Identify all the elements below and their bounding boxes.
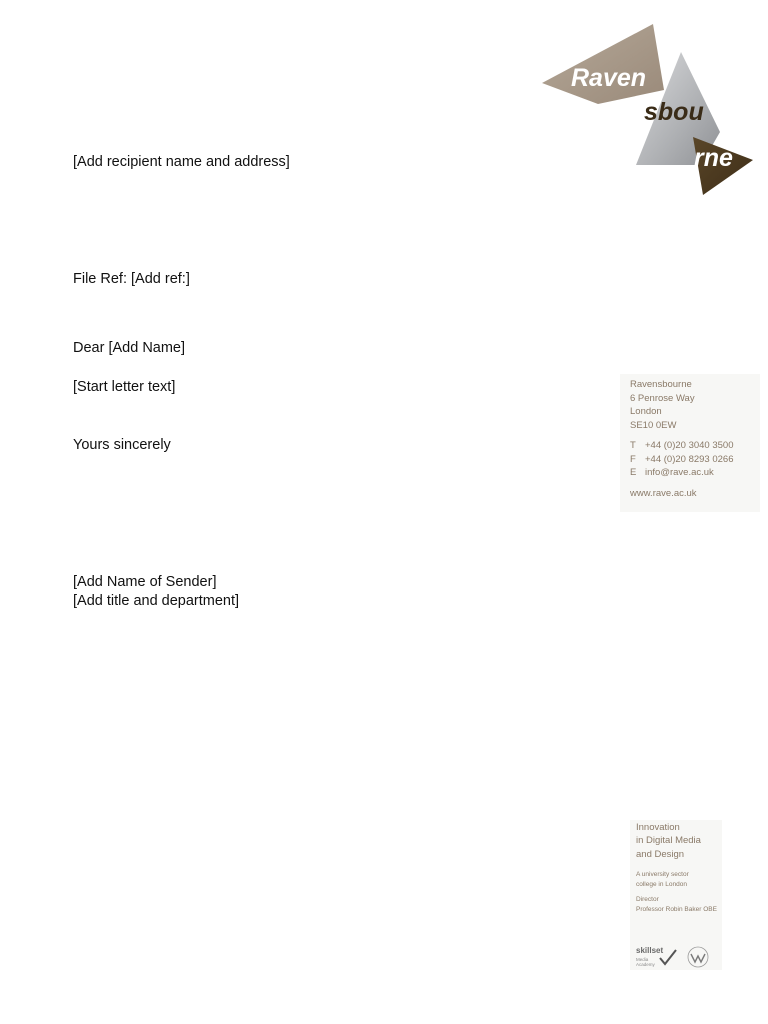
tagline-line-3: and Design — [636, 849, 685, 860]
contact-street: 6 Penrose Way — [630, 393, 695, 404]
director-name: Professor Robin Baker OBE — [636, 906, 717, 913]
sender-title: [Add title and department] — [73, 593, 240, 609]
salutation: Dear [Add Name] — [73, 340, 186, 356]
tagline-line-1: Innovation — [636, 822, 680, 833]
closing: Yours sincerely — [73, 437, 171, 453]
logo-text-2: sbou — [644, 98, 704, 126]
accreditation-logos — [636, 944, 720, 970]
telephone-value: +44 (0)20 3040 3500 — [645, 440, 734, 451]
fax-key: F — [630, 454, 636, 465]
recipient-address: [Add recipient name and address] — [73, 154, 290, 170]
email-value: info@rave.ac.uk — [645, 467, 714, 478]
tagline-line-2: in Digital Media — [636, 835, 701, 846]
description-line-2: college in London — [636, 881, 687, 888]
file-reference: File Ref: [Add ref:] — [73, 271, 190, 287]
logo-text-3: rne — [694, 144, 733, 172]
contact-org: Ravensbourne — [630, 379, 692, 390]
email-key: E — [630, 467, 637, 478]
contact-block — [620, 374, 760, 512]
sender-name: [Add Name of Sender] — [73, 574, 217, 590]
contact-website: www.rave.ac.uk — [630, 488, 697, 499]
letter-body: [Start letter text] — [73, 379, 176, 395]
skillset-logo-text: skillset — [636, 946, 664, 955]
contact-postcode: SE10 0EW — [630, 420, 677, 431]
seal-w-mark — [691, 954, 705, 962]
contact-telephone — [630, 439, 733, 453]
director-label: Director — [636, 896, 659, 903]
contact-city: London — [630, 406, 662, 417]
contact-email — [630, 466, 714, 480]
ravensbourne-logo — [538, 20, 758, 200]
fax-value: +44 (0)20 8293 0266 — [645, 454, 734, 465]
logo-text-1: Raven — [571, 64, 647, 92]
skillset-sub-1: Media — [636, 957, 649, 962]
skillset-sub-2: Academy — [636, 962, 655, 967]
contact-fax — [630, 453, 733, 467]
telephone-key: T — [630, 440, 636, 451]
description-line-1: A university sector — [636, 871, 689, 878]
footer-block — [630, 820, 722, 970]
